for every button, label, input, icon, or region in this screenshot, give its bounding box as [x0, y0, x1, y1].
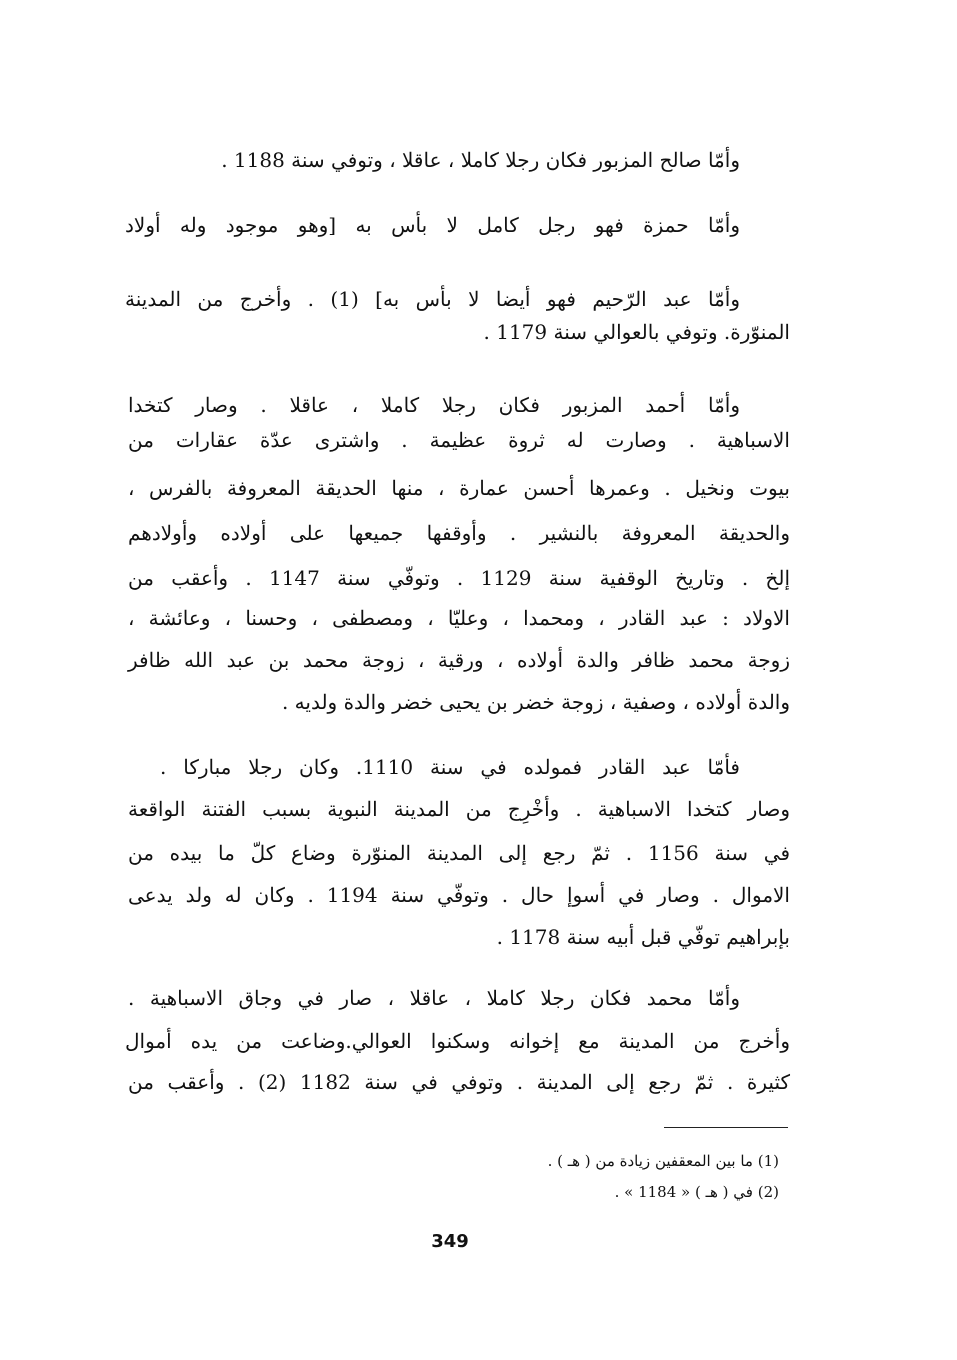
paragraph-line: والحديقة المعروفة بالنشير . وأوقفها جميعها على أولاده وأولادهم: [128, 521, 790, 545]
paragraph-line: كثيرة . ثمّ رجع إلى المدينة . وتوفي في سنة 1182 (2) . وأعقب من: [128, 1070, 790, 1094]
paragraph-line: وأمّا عبد الرّحيم فهو أيضا لا بأس به] (1) . وأخرج من المدينة: [125, 287, 740, 311]
paragraph-line: وأمّا حمزة فهو رجل كامل لا بأس به [وهو موجود وله أولاد: [125, 213, 740, 237]
paragraph-line: وأمّا محمد فكان رجلا كاملا ، عاقلا ، صار في وجاق الاسباهية .: [128, 986, 740, 1010]
paragraph-line: بيوت ونخيل . وعمرها أحسن عمارة ، منها الحديقة المعروفة بالفرس ،: [128, 476, 790, 500]
paragraph-line: الاموال . وصار في أسوإ حال . وتوفّي سنة 1194 . وكان له ولد يدعى: [128, 883, 790, 907]
footnote-2: (2) في ( هـ ) « 1184 » .: [614, 1183, 779, 1201]
paragraph-line: بإبراهيم توفّي قبل أبيه سنة 1178 .: [496, 925, 790, 949]
paragraph-line: وأمّا أحمد المزبور فكان رجلا كاملا ، عاقلا . وصار كتخدا: [128, 393, 740, 417]
paragraph-line: والدة أولاده ، وصفية ، زوجة خضر بن يحيى خضر والدة ولديه .: [281, 690, 790, 714]
paragraph-line: وصار كتخدا الاسباهية . وأخْرِج من المدينة النبوية بسبب الفتنة الواقعة: [128, 797, 790, 821]
paragraph-line: وأخرج من المدينة مع إخوانه وسكنوا العوالي.وضاعت من يده أموال: [125, 1029, 790, 1053]
paragraph-line: الاولاد : عبد القادر ، ومحمدا ، وعليّا ، ومصطفى ، وحسنا ، وعائشة ،: [128, 606, 790, 630]
paragraph-line: في سنة 1156 . ثمّ رجع إلى المدينة المنوّرة وضاع كلّ ما بيده من: [128, 841, 791, 865]
paragraph-line: الاسباهية . وصارت له ثروة عظيمة . واشترى عدّة عقارات من: [128, 428, 790, 452]
paragraph-line: إلخ . وتاريخ الوقفية سنة 1129 . وتوفّي سنة 1147 . وأعقب من: [128, 566, 790, 590]
footnote-separator: [664, 1127, 788, 1128]
paragraph-line: فأمّا عبد القادر فمولده في سنة 1110. وكان رجلا مباركا .: [160, 755, 740, 779]
paragraph-line: المنوّرة. وتوفي بالعوالي سنة 1179 .: [483, 320, 790, 344]
page-number: 349: [431, 1231, 469, 1252]
paragraph-line: زوجة محمد ظافر والدة أولاده ، ورقية ، زوجة محمد بن عبد الله ظافر: [128, 648, 790, 672]
footnote-1: (1) ما بين المعقفين زيادة من ( هـ ) .: [547, 1152, 779, 1170]
paragraph-line: وأمّا صالح المزبور فكان رجلا كاملا ، عاقلا ، وتوفي سنة 1188 .: [221, 148, 740, 172]
